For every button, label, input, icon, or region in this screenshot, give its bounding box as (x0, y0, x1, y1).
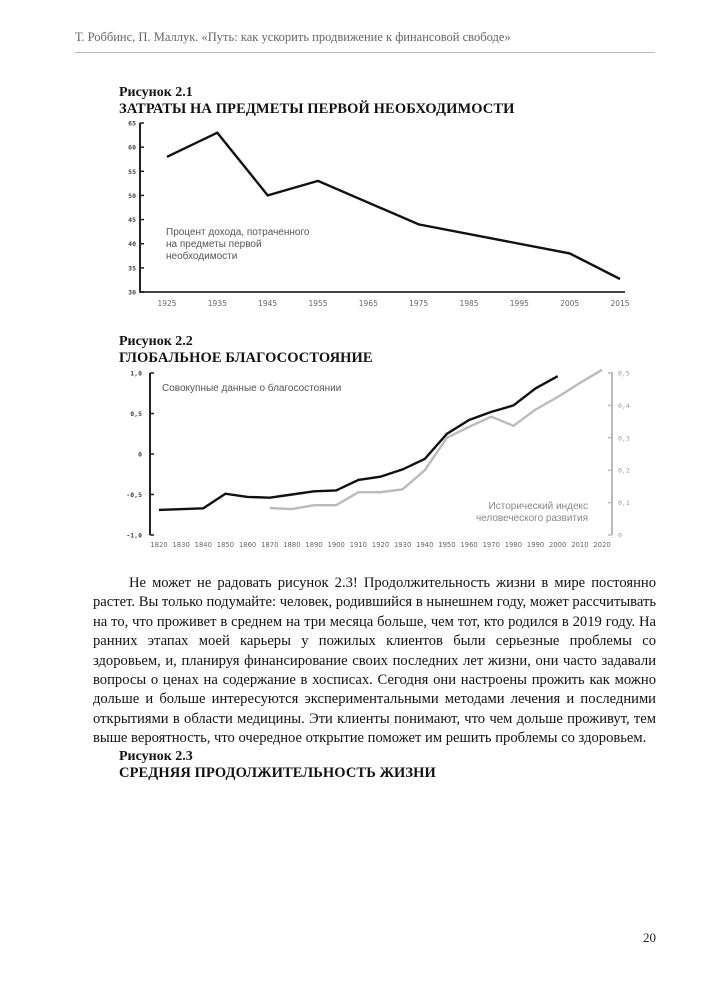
series-label-wealth: Совокупные данные о благосостоянии (162, 383, 342, 394)
x-tick-label: 1935 (207, 299, 227, 308)
left-y-tick-label: 1,0 (130, 369, 142, 378)
annotation-line: на предметы первой (166, 239, 262, 250)
x-tick-label: 1910 (349, 541, 368, 549)
x-tick-label: 1960 (460, 541, 478, 549)
x-tick-label: 1940 (416, 541, 434, 549)
left-y-tick-label: 0,5 (130, 410, 142, 418)
right-y-tick-label: 0,2 (618, 466, 630, 475)
x-tick-label: 2015 (610, 299, 630, 308)
x-tick-label: 1890 (305, 541, 323, 549)
figure-title: ГЛОБАЛЬНОЕ БЛАГОСОСТОЯНИЕ (119, 350, 373, 366)
figure-2-3-caption (119, 748, 436, 782)
x-tick-label: 1925 (157, 299, 177, 308)
right-y-tick-label: 0,4 (618, 401, 630, 410)
x-tick-label: 1830 (172, 541, 190, 549)
x-tick-label: 1930 (393, 541, 412, 549)
body-text (93, 574, 656, 749)
figure-title: ЗАТРАТЫ НА ПРЕДМЕТЫ ПЕРВОЙ НЕОБХОДИМОСТИ (119, 101, 515, 117)
running-head: Т. Роббинс, П. Маллук. «Путь: как ускорить продвижение к финансовой свободе» (75, 30, 655, 53)
y-tick-label: 50 (128, 191, 136, 200)
y-tick-label: 40 (128, 240, 136, 249)
right-y-tick-label: 0,3 (618, 434, 630, 443)
x-tick-label: 1965 (358, 299, 378, 308)
annotation-line: Процент дохода, потраченного (166, 227, 310, 238)
x-tick-label: 1920 (371, 541, 390, 549)
annotation-line: необходимости (166, 251, 238, 262)
series-label-hdi: Исторический индекс (488, 501, 588, 512)
x-tick-label: 1995 (509, 299, 529, 308)
y-tick-label: 30 (128, 288, 136, 297)
x-tick-label: 1985 (459, 299, 479, 308)
figure-label: Рисунок 2.2 (119, 334, 193, 349)
right-y-tick-label: 0,5 (618, 369, 630, 378)
x-tick-label: 1900 (327, 541, 345, 549)
x-tick-label: 1840 (194, 541, 212, 549)
x-tick-label: 2005 (560, 299, 580, 308)
y-tick-label: 35 (128, 264, 136, 273)
x-tick-label: 1980 (504, 541, 523, 549)
x-tick-label: 2010 (571, 541, 589, 549)
left-y-tick-label: -0,5 (126, 491, 142, 499)
x-tick-label: 1850 (216, 541, 235, 549)
right-y-tick-label: 0,1 (618, 499, 630, 508)
y-tick-label: 60 (128, 143, 136, 152)
x-tick-label: 2000 (549, 541, 567, 549)
left-y-tick-label: 0 (138, 450, 142, 459)
figure-title: СРЕДНЯЯ ПРОДОЛЖИТЕЛЬНОСТЬ ЖИЗНИ (119, 765, 436, 781)
series-label-hdi: человеческого развития (475, 513, 588, 524)
left-y-tick-label: -1,0 (126, 531, 142, 540)
y-tick-label: 45 (128, 216, 136, 225)
page-number: 20 (643, 930, 656, 945)
series-line-left (159, 376, 558, 510)
x-tick-label: 1880 (283, 541, 301, 549)
x-tick-label: 1820 (150, 541, 168, 549)
figure-label: Рисунок 2.3 (119, 749, 193, 764)
x-tick-label: 1955 (308, 299, 328, 308)
y-tick-label: 65 (128, 119, 136, 128)
y-tick-label: 55 (128, 167, 136, 176)
body-paragraph: Не может не радовать рисунок 2.3! Продолжительность жизни в мире постоянно растет. Вы только подумайте: человек, родившийся в нынешнем году, может рассчитывать на то, что проживет в среднем на три месяца больше, чем тот, кто родился в 2019 году. На ранних этапах моей карьеры у пожилых клиентов были серьезные проблемы со здоровьем, и, планируя финансирование своих последних лет жизни, они часто задавали вопросы о ценах на содержание в хосписах. Сегодня они настроены прожить как можно дольше и больше интересуются экспериментальными методами лечения и последними открытиями в области медицины. Эти клиенты понимают, что чем дольше проживут, тем выше вероятность, что очередное открытие поможет им решить проблемы со здоровьем. (93, 575, 656, 747)
x-tick-label: 1970 (482, 541, 500, 549)
x-tick-label: 1945 (258, 299, 278, 308)
figure-label: Рисунок 2.1 (119, 85, 193, 100)
x-tick-label: 2020 (593, 541, 611, 549)
x-tick-label: 1860 (238, 541, 257, 549)
right-y-tick-label: 0 (618, 531, 622, 540)
x-tick-label: 1990 (526, 541, 545, 549)
x-tick-label: 1975 (409, 299, 429, 308)
x-tick-label: 1870 (261, 541, 279, 549)
x-tick-label: 1950 (438, 541, 456, 549)
